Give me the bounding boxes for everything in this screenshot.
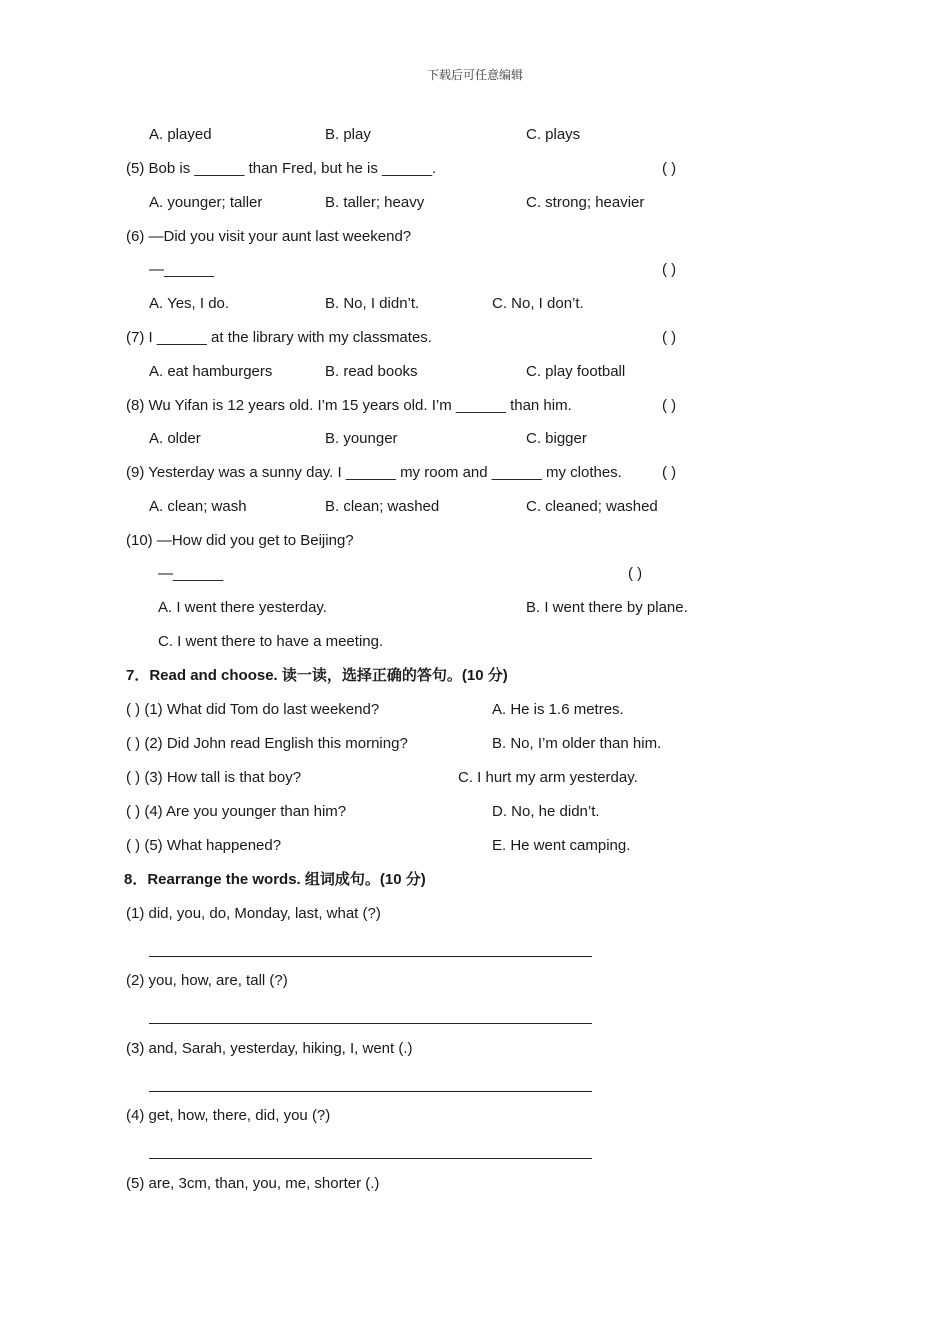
q5-answer-paren: ( ): [662, 160, 677, 177]
section-7-question: ( ) (3) How tall is that boy?: [126, 769, 302, 786]
q6-answer-line: —______: [149, 261, 215, 278]
answer-line[interactable]: [149, 956, 592, 957]
q7-answer-paren: ( ): [662, 329, 677, 346]
section-7-question: ( ) (5) What happened?: [126, 837, 282, 854]
q6-stem: (6) —Did you visit your aunt last weekend?: [126, 228, 412, 245]
section-7-answer: E. He went camping.: [492, 837, 631, 854]
q9-option-b: B. clean; washed: [325, 498, 440, 515]
section-8-item: (1) did, you, do, Monday, last, what (?): [126, 905, 381, 922]
q10-answer-paren: ( ): [628, 565, 643, 582]
q8-option-c: C. bigger: [526, 430, 587, 447]
q6-option-a: A. Yes, I do.: [149, 295, 230, 312]
q7-option-a: A. eat hamburgers: [149, 363, 273, 380]
answer-line[interactable]: [149, 1091, 592, 1092]
q5-option-c: C. strong; heavier: [526, 194, 645, 211]
q6-answer-paren: ( ): [662, 261, 677, 278]
q8-option-a: A. older: [149, 430, 201, 447]
section-7-title: 7．Read and choose. 读一读，选择正确的答句。(10 分): [126, 667, 508, 684]
q5-option-b: B. taller; heavy: [325, 194, 425, 211]
section-7-question: ( ) (1) What did Tom do last weekend?: [126, 701, 380, 718]
q9-option-c: C. cleaned; washed: [526, 498, 658, 515]
q4-option-a: A. played: [149, 126, 212, 143]
section-8-item: (2) you, how, are, tall (?): [126, 972, 288, 989]
q5-stem: (5) Bob is ______ than Fred, but he is ______.: [126, 160, 437, 177]
answer-line[interactable]: [149, 1023, 592, 1024]
section-7-answer: D. No, he didn’t.: [492, 803, 600, 820]
q4-option-b: B. play: [325, 126, 371, 143]
q10-stem: (10) —How did you get to Beijing?: [126, 532, 354, 549]
q10-option-c: C. I went there to have a meeting.: [158, 633, 384, 650]
q10-option-a: A. I went there yesterday.: [158, 599, 327, 616]
section-7-question: ( ) (2) Did John read English this morning?: [126, 735, 408, 752]
section-8-item: (4) get, how, there, did, you (?): [126, 1107, 331, 1124]
q7-option-c: C. play football: [526, 363, 626, 380]
q6-option-c: C. No, I don’t.: [492, 295, 584, 312]
section-8-item: (5) are, 3cm, than, you, me, shorter (.): [126, 1175, 380, 1192]
section-7-answer: C. I hurt my arm yesterday.: [458, 769, 638, 786]
answer-line[interactable]: [149, 1158, 592, 1159]
q7-option-b: B. read books: [325, 363, 418, 380]
q9-stem: (9) Yesterday was a sunny day. I ______ my room and ______ my clothes.: [126, 464, 622, 481]
page-header: 下载后可任意编辑: [426, 68, 523, 82]
section-8-title: 8．Rearrange the words. 组词成句。(10 分): [124, 871, 426, 888]
section-7-answer: B. No, I’m older than him.: [492, 735, 662, 752]
q10-answer-line: —______: [158, 565, 224, 582]
q9-option-a: A. clean; wash: [149, 498, 247, 515]
q8-answer-paren: ( ): [662, 397, 677, 414]
q8-stem: (8) Wu Yifan is 12 years old. I’m 15 years old. I’m ______ than him.: [126, 397, 572, 414]
q10-option-b: B. I went there by plane.: [526, 599, 688, 616]
section-7-question: ( ) (4) Are you younger than him?: [126, 803, 347, 820]
q4-option-c: C. plays: [526, 126, 581, 143]
q7-stem: (7) I ______ at the library with my classmates.: [126, 329, 432, 346]
q5-option-a: A. younger; taller: [149, 194, 263, 211]
section-7-answer: A. He is 1.6 metres.: [492, 701, 624, 718]
q8-option-b: B. younger: [325, 430, 398, 447]
q9-answer-paren: ( ): [662, 464, 677, 481]
q6-option-b: B. No, I didn’t.: [325, 295, 420, 312]
section-8-item: (3) and, Sarah, yesterday, hiking, I, went (.): [126, 1040, 413, 1057]
